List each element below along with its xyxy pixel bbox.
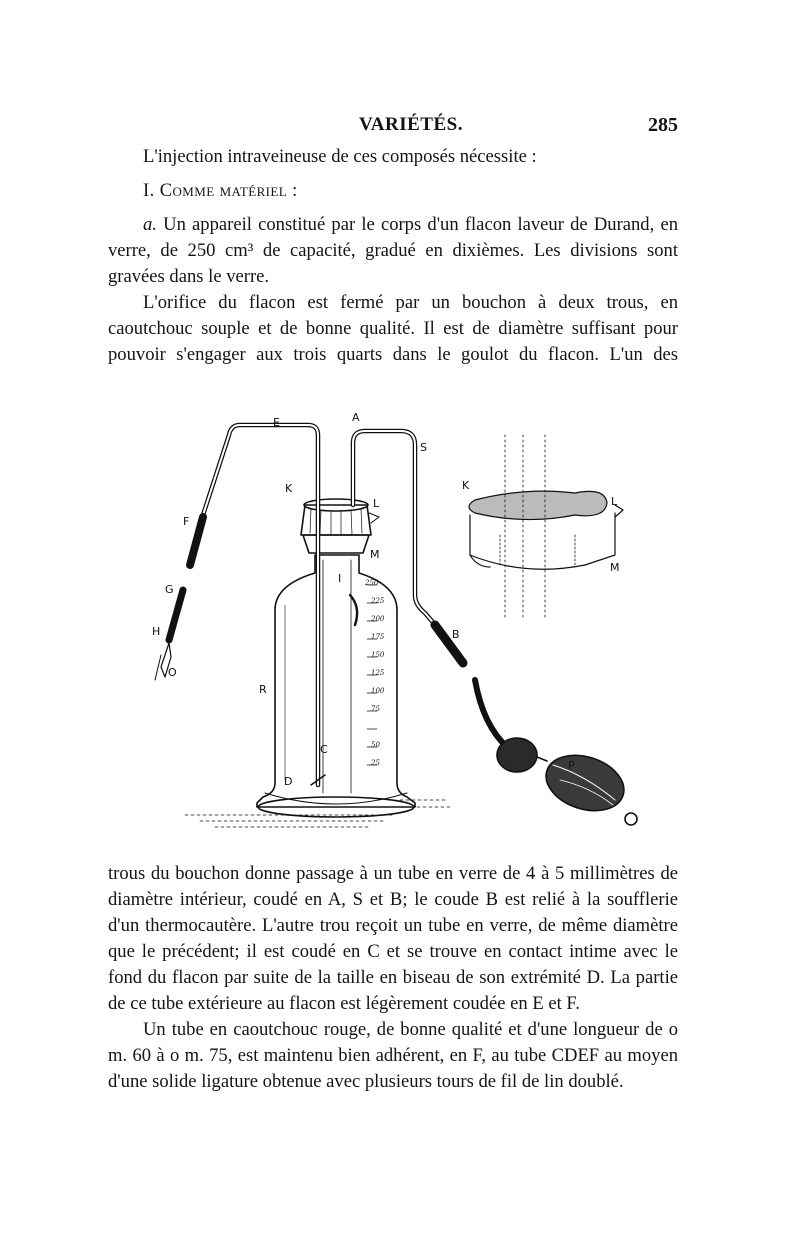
apparatus-illustration [145, 395, 675, 845]
figure-detail-label-l: L [611, 495, 618, 508]
running-title: VARIÉTÉS. [359, 114, 463, 135]
figure-label-o: O [168, 666, 177, 679]
tube-cdef [203, 425, 325, 785]
figure-label-b: B [452, 628, 460, 641]
text-block-top [108, 144, 678, 368]
figure-label-e: E [273, 416, 280, 429]
graduation-label: 250 [365, 579, 379, 587]
item-a-paragraph [108, 212, 678, 290]
figure-label-k: K [285, 482, 293, 495]
graduation-label: 25 [371, 759, 380, 767]
graduation-label: 225 [371, 597, 385, 605]
figure-label-i: I [338, 572, 342, 585]
orifice-paragraph: L'orifice du flacon est fermé par un bouchon à deux trous, en caoutchouc souple et de bonne qualité. Il est de diamètre suffisant pour pouvoir s'engager aux trois quarts dans le goulot du flacon. L'un des [108, 292, 678, 365]
tube-paragraph: Un tube en caoutchouc rouge, de bonne qualité et d'une longueur de o m. 60 à o m. 75, est maintenu bien adhérent, en F, au tube CDEF au moyen d'une solide ligature obtenue avec plusieurs tours de fil de lin doublé. [108, 1019, 678, 1092]
graduation-label: 200 [371, 615, 385, 623]
figure-label-f: F [183, 515, 190, 528]
insufflator-bulbs [497, 738, 637, 825]
figure-label-m: M [370, 548, 380, 561]
figure-label-l: L [373, 497, 380, 510]
item-a-letter: a. [143, 214, 157, 235]
graduation-label: 125 [371, 669, 385, 677]
figure-label-h: H [152, 625, 161, 638]
rubber-stopper [301, 499, 379, 553]
figure-detail-label-k: K [462, 479, 470, 492]
graduation-label: 150 [371, 651, 385, 659]
section-heading: I. Comme matériel : [143, 180, 298, 201]
text-block-bottom [108, 861, 678, 1095]
graduation-label: 75 [371, 705, 380, 713]
figure-label-p: P [568, 759, 575, 772]
intro-paragraph: L'injection intraveineuse de ces composés nécessite : [143, 146, 537, 167]
graduation-label: 100 [371, 687, 385, 695]
figure-label-s: S [420, 441, 427, 454]
stopper-detail [469, 435, 623, 620]
figure-label-c: C [320, 743, 328, 756]
rubber-tube-f [190, 517, 203, 565]
graduation-label: 50 [371, 741, 380, 749]
trous-paragraph: trous du bouchon donne passage à un tube en verre de 4 à 5 millimètres de diamètre intérieur, coudé en A, S et B; le coude B est relié à la soufflerie d'un thermocautère. L'autre trou reçoit un tube en verre, de même diamètre que le précédent; il est coudé en C et se trouve en contact intime avec le fond du flacon par suite de la taille en biseau de son extrémité D. La partie de ce tube extérieure au flacon est légèrement coudée en E et F. [108, 863, 678, 1014]
figure-detail-label-m: M [610, 561, 620, 574]
figure-label-r: R [259, 683, 267, 696]
figure-label-d: D [284, 775, 293, 788]
figure-label-g: G [165, 583, 174, 596]
figure-label-a: A [352, 411, 360, 424]
rubber-tube-p [475, 680, 507, 747]
wash-bottle [257, 555, 415, 817]
page-header [0, 110, 800, 140]
graduation-label: 175 [371, 633, 385, 641]
apparatus-figure [145, 395, 675, 845]
page-number: 285 [648, 114, 678, 136]
item-a-text: Un appareil constitué par le corps d'un flacon laveur de Durand, en verre, de 250 cm³ de capacité, gradué en dixièmes. Les divisions sont gravées dans le verre. [108, 214, 678, 287]
